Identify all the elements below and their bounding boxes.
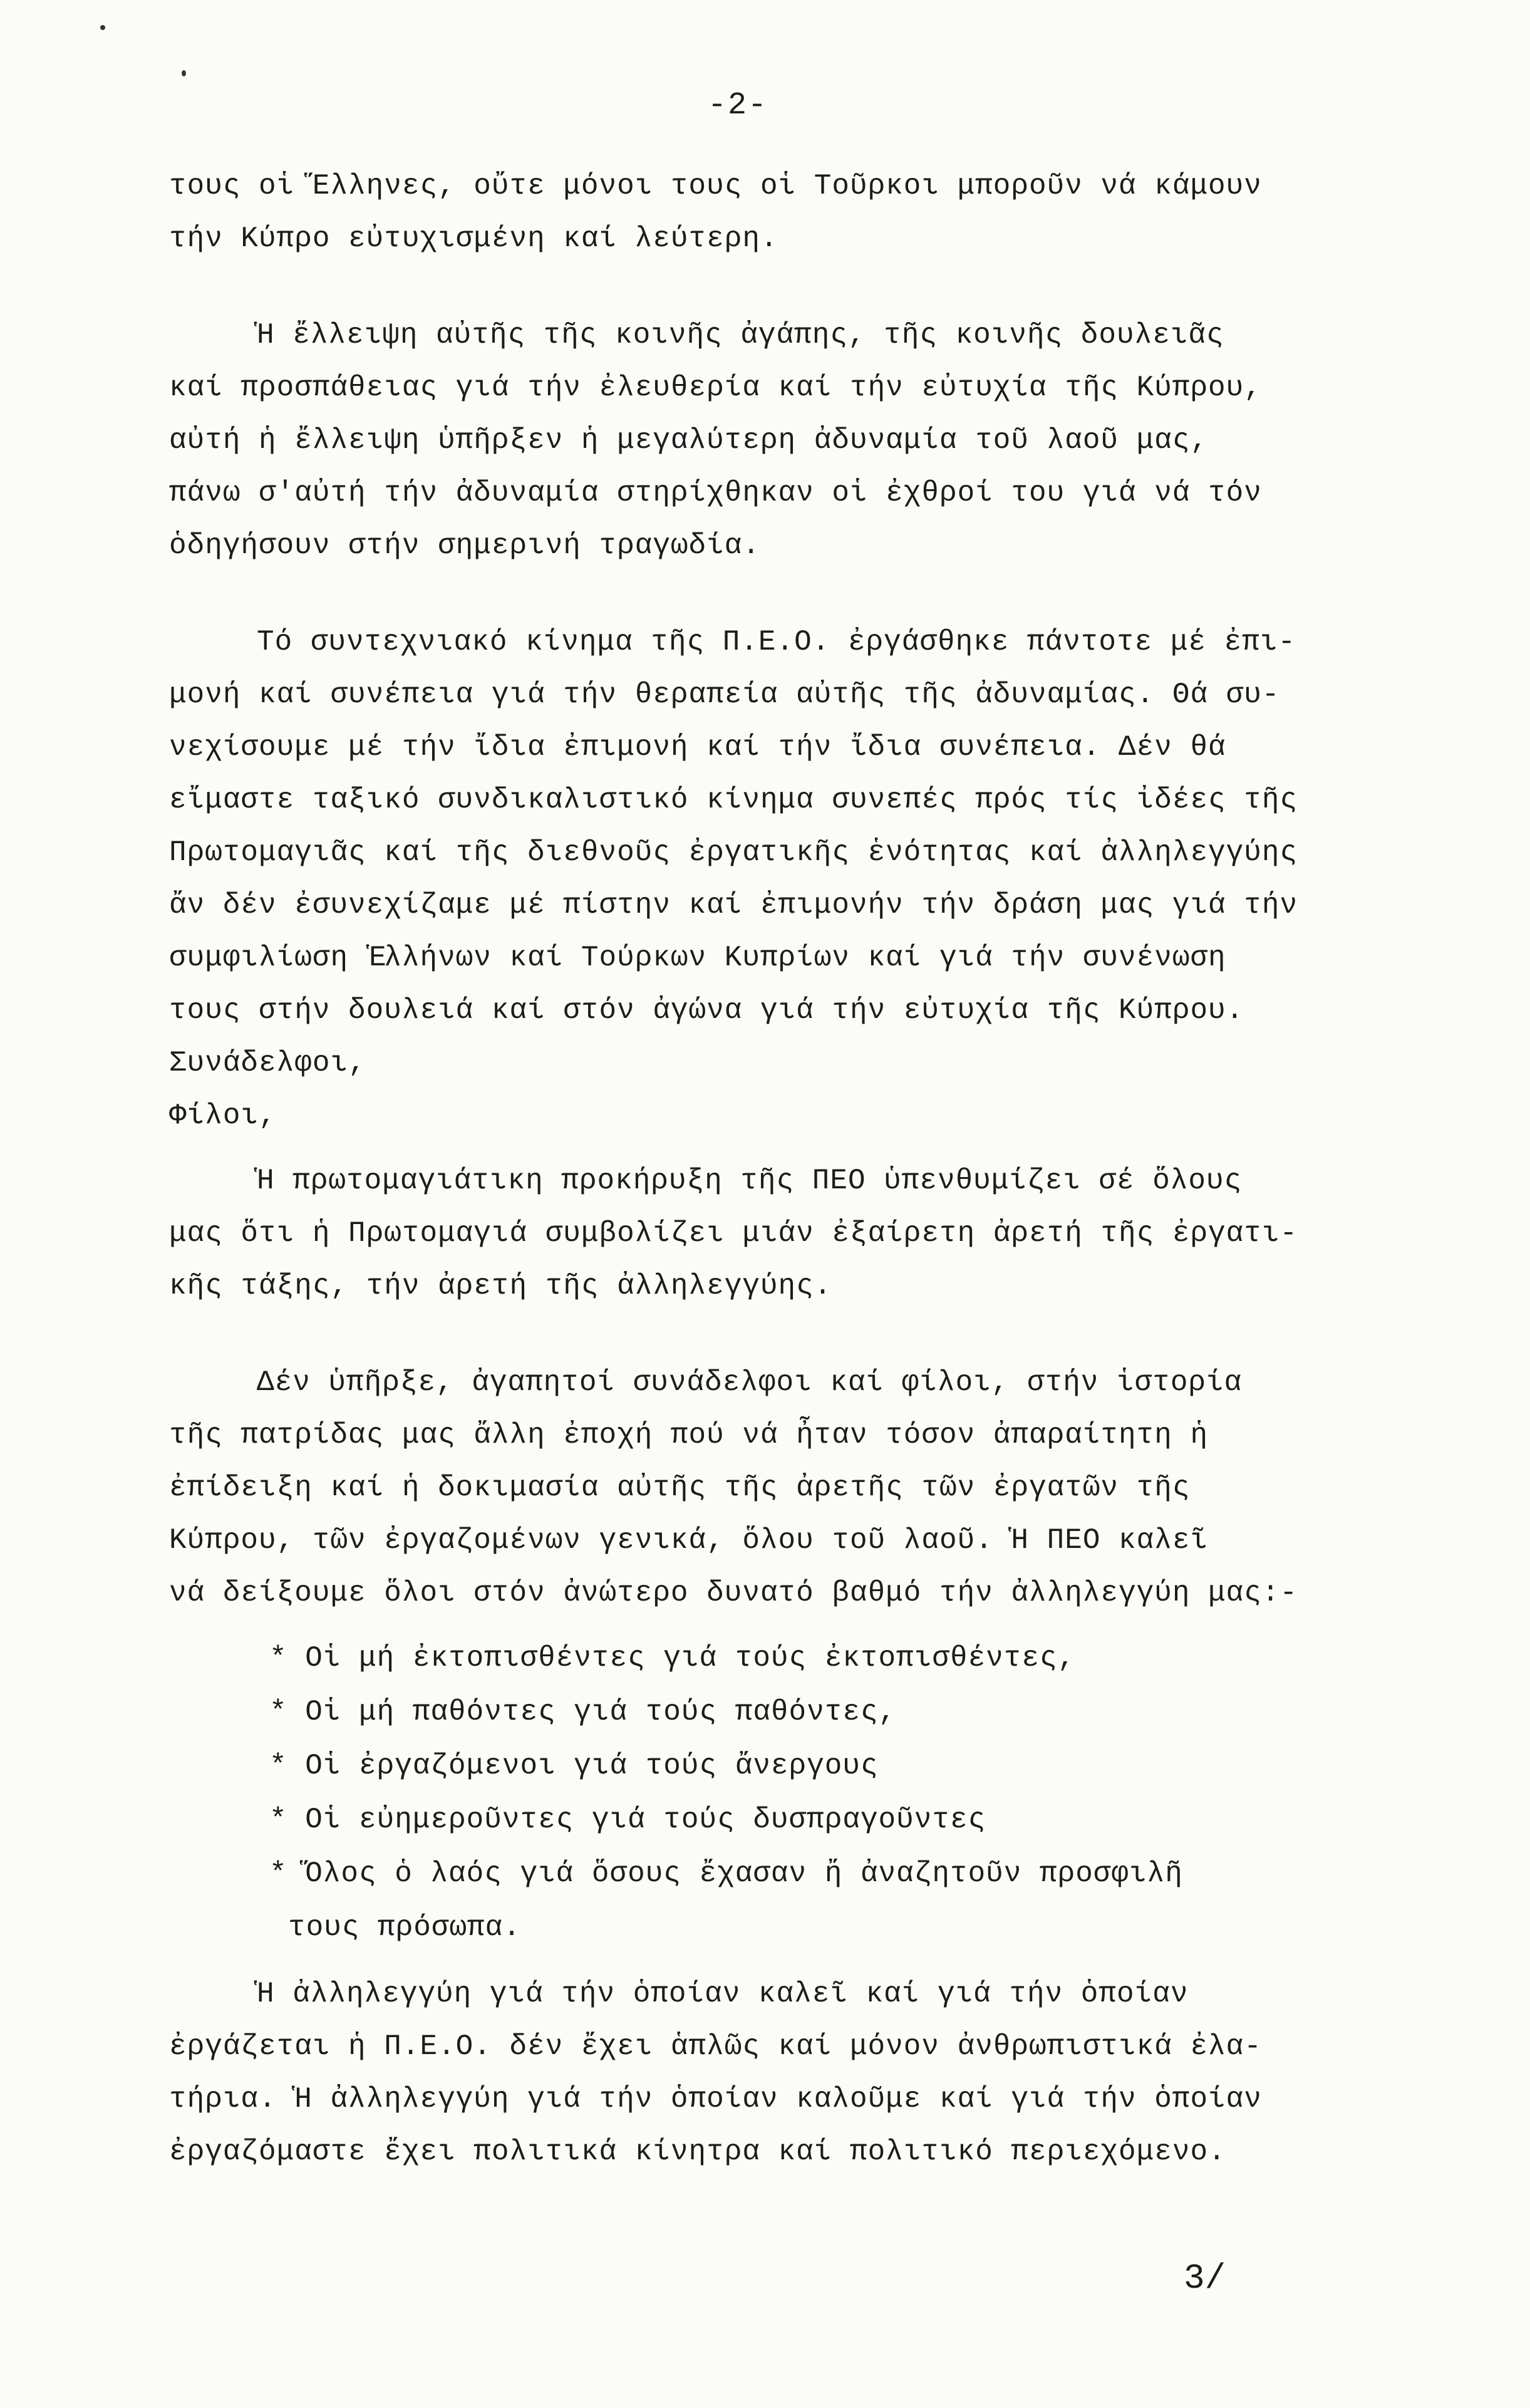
list-item: * Ὅλος ὁ λαός γιά ὅσους ἔχασαν ἤ ἀναζητοῦν προσφιλῆ [269,1857,1183,1890]
page-number: -2- [708,88,768,123]
text-line: Δέν ὑπῆρξε, ἀγαπητοί συνάδελφοι καί φίλοι, στήν ἱστορία [257,1366,1243,1399]
salutation: Φίλοι, [169,1099,277,1132]
paragraph-5 [169,1356,1390,1619]
text-line: μας ὅτι ἡ Πρωτομαγιά συμβολίζει μιάν ἐξαίρετη ἀρετή τῆς ἐργατι- [169,1217,1298,1250]
document-body [169,160,1390,2178]
ink-speck [182,70,186,76]
text-line: ἄν δέν ἐσυνεχίζαμε μέ πίστην καί ἐπιμονήν τήν δράση μας γιά τήν [169,889,1298,921]
text-line: μονή καί συνέπεια γιά τήν θεραπεία αὐτῆς τῆς ἀδυναμίας. Θά συ- [169,678,1280,711]
salutation: Συνάδελφοι, [169,1047,366,1079]
text-line: τῆς πατρίδας μας ἄλλη ἐποχή πού νά ἦταν τόσον ἀπαραίτητη ἡ [169,1419,1209,1451]
text-line: Ἡ πρωτομαγιάτικη προκήρυξη τῆς ΠΕΟ ὑπενθυμίζει σέ ὅλους [257,1165,1243,1197]
list-item-continuation: τους πρόσωπα. [288,1911,521,1944]
text-line: τους οἱ Ἕλληνες, οὔτε μόνοι τους οἱ Τοῦρκοι μποροῦν νά κάμουν [169,170,1262,202]
text-line: καί προσπάθειας γιά τήν ἐλευθερία καί τήν εὐτυχία τῆς Κύπρου, [169,371,1262,404]
ink-speck [100,25,105,30]
paragraph-2 [169,309,1390,572]
text-line: νεχίσουμε μέ τήν ἴδια ἐπιμονή καί τήν ἴδια συνέπεια. Δέν θά [169,731,1226,764]
text-line: πάνω σ'αὐτή τήν ἀδυναμία στηρίχθηκαν οἱ ἐχθροί του γιά νά τόν [169,477,1262,509]
text-line: αὐτή ἡ ἔλλειψη ὑπῆρξεν ἡ μεγαλύτερη ἀδυναμία τοῦ λαοῦ μας, [169,424,1209,457]
text-line: ἐπίδειξη καί ἡ δοκιμασία αὐτῆς τῆς ἀρετῆς τῶν ἐργατῶν τῆς [169,1471,1191,1504]
paragraph-3 [169,616,1390,1037]
text-line: ὁδηγήσουν στήν σημερινή τραγωδία. [169,529,760,562]
paragraph-1 [169,160,1390,265]
text-line: κῆς τάξης, τήν ἀρετή τῆς ἀλληλεγγύης. [169,1270,832,1302]
text-line: ἐργαζόμαστε ἔχει πολιτικά κίνητρα καί πολιτικό περιεχόμενο. [169,2136,1226,2168]
text-line: Ἡ ἔλλειψη αὐτῆς τῆς κοινῆς ἀγάπης, τῆς κοινῆς δουλειᾶς [257,319,1224,351]
text-line: Τό συντεχνιακό κίνημα τῆς Π.Ε.Ο. ἐργάσθηκε πάντοτε μέ ἐπι- [257,626,1296,658]
paragraph-4 [169,1155,1390,1312]
text-line: Πρωτομαγιᾶς καί τῆς διεθνοῦς ἐργατικῆς ἑνότητας καί ἀλληλεγγύης [169,836,1298,869]
text-line: συμφιλίωση Ἑλλήνων καί Τούρκων Κυπρίων καί γιά τήν συνένωση [169,942,1226,974]
text-line: τήρια. Ἡ ἀλληλεγγύη γιά τήν ὁποίαν καλοῦμε καί γιά τήν ὁποίαν [169,2083,1262,2115]
list-item: * Οἱ μή παθόντες γιά τούς παθόντες, [269,1696,897,1728]
continuation-marker: 3/ [1184,2258,1226,2298]
text-line: εἴμαστε ταξικό συνδικαλιστικό κίνημα συνεπές πρός τίς ἰδέες τῆς [169,784,1298,816]
text-line: Ἡ ἀλληλεγγύη γιά τήν ὁποίαν καλεῖ καί γιά τήν ὁποίαν [257,1978,1189,2010]
text-line: νά δείξουμε ὅλοι στόν ἀνώτερο δυνατό βαθμό τήν ἀλληλεγγύη μας:- [169,1577,1298,1609]
list-item: * Οἱ μή ἐκτοπισθέντες γιά τούς ἐκτοπισθέντες, [269,1642,1076,1674]
text-line: ἐργάζεται ἡ Π.Ε.Ο. δέν ἔχει ἁπλῶς καί μόνον ἀνθρωπιστικά ἐλα- [169,2030,1262,2063]
text-line: Κύπρου, τῶν ἐργαζομένων γενικά, ὅλου τοῦ λαοῦ. Ἡ ΠΕΟ καλεῖ [169,1524,1209,1557]
solidarity-list [269,1632,1390,1955]
paragraph-6 [169,1968,1390,2178]
text-line: τους στήν δουλειά καί στόν ἀγώνα γιά τήν εὐτυχία τῆς Κύπρου. [169,994,1244,1027]
list-item: * Οἱ ἐργαζόμενοι γιά τούς ἄνεργους [269,1750,879,1782]
list-item: * Οἱ εὐημεροῦντες γιά τούς δυσπραγοῦντες [269,1803,986,1836]
text-line: τήν Κύπρο εὐτυχισμένη καί λεύτερη. [169,222,778,255]
